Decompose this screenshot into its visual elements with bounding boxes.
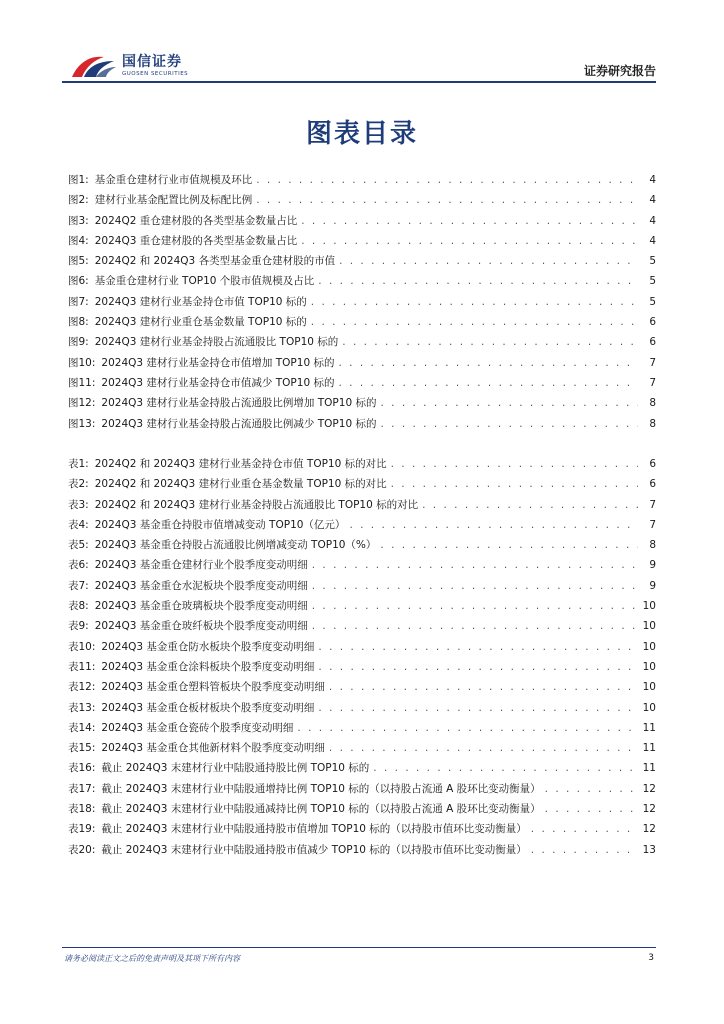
toc-entry-page: 4 [649,234,656,247]
toc-entry-label: 表3: [68,498,89,511]
toc-leader-dots [391,478,638,490]
toc-leader-dots [339,255,638,267]
table-toc-entry[interactable] [68,598,656,618]
toc-leader-dots [531,844,638,856]
figure-toc-entry[interactable] [68,233,656,253]
toc-entry-title: 2024Q3 建材行业基金持仓市值减少 TOP10 标的 [101,376,335,389]
toc-entry-title: 2024Q3 建材行业基金持仓市值 TOP10 标的 [94,295,307,308]
figure-toc-entry[interactable] [68,213,656,233]
toc-entry-title: 2024Q2 和 2024Q3 建材行业基金持仓市值 TOP10 标的对比 [94,458,387,470]
toc-entry-title: 截止 2024Q3 末建材行业中陆股通持股市值增加 TOP10 标的（以持股市值环比变动衡量） [101,823,527,836]
toc-entry-page: 12 [642,823,656,836]
toc-entry-title: 2024Q3 基金重仓塑料管板块个股季度变动明细 [101,681,325,694]
toc-entry-page: 4 [649,174,656,186]
toc-leader-dots [380,539,638,551]
company-logo [70,50,188,82]
toc-entry-label: 图5: [68,255,89,268]
toc-leader-dots [312,620,638,632]
toc-entry-page: 10 [642,701,656,714]
toc-entry-title: 2024Q3 基金重仓防水板块个股季度变动明细 [101,640,315,653]
toc-entry-title: 2024Q3 建材行业基金持股占流通股比 TOP10 标的 [94,336,339,349]
toc-entry-page: 8 [649,417,656,430]
page-title: 图表目录 [305,119,418,149]
toc-leader-dots [312,580,638,592]
toc-entry-label: 表6: [68,559,89,572]
toc-entry-title: 2024Q3 基金重仓水泥板块个股季度变动明细 [94,579,308,592]
toc-entry-title: 2024Q3 建材行业基金持股占流通股比例减少 TOP10 标的 [101,417,377,430]
toc-entry-label: 图12: [68,397,96,410]
toc-leader-dots [256,174,638,186]
toc-entry-label: 表16: [68,762,96,775]
toc-entry-title: 2024Q3 基金重仓涂料板块个股季度变动明细 [101,660,315,673]
table-toc-entry[interactable] [68,760,656,780]
table-toc-entry[interactable] [68,578,656,598]
figure-toc-entry[interactable] [68,314,656,334]
toc-entry-title: 基金重仓建材行业 TOP10 个股市值规模及占比 [94,275,315,288]
toc-entry-page: 4 [649,214,656,227]
toc-leader-dots [256,194,638,206]
toc-entry-label: 表9: [68,620,89,633]
toc-entry-page: 11 [642,762,656,775]
toc-entry-title: 截止 2024Q3 末建材行业中陆股通持股比例 TOP10 标的 [101,762,370,775]
toc-entry-label: 图2: [68,194,89,207]
toc-leader-dots [301,235,638,247]
table-toc-entry[interactable] [68,537,656,557]
toc-entry-page: 10 [642,620,656,633]
toc-entry-title: 2024Q3 基金重仓玻璃板块个股季度变动明细 [94,600,308,613]
table-toc-entry[interactable] [68,700,656,720]
toc-entry-label: 表2: [68,478,89,491]
toc-entry-label: 表18: [68,803,96,816]
figure-toc-entry[interactable] [68,355,656,375]
toc-entry-page: 5 [649,275,656,288]
toc-entry-page: 5 [649,295,656,308]
toc-entry-page: 9 [649,559,656,572]
toc-entry-page: 7 [649,518,656,531]
toc-entry-label: 图8: [68,316,89,329]
toc-entry-label: 图9: [68,336,89,349]
table-toc-entry[interactable] [68,517,656,537]
toc-entry-title: 2024Q2 和 2024Q3 建材行业基金持股占流通股比 TOP10 标的对比 [94,498,419,511]
page-header [62,48,656,82]
toc-entry-title: 2024Q2 重仓建材股的各类型基金数量占比 [94,214,298,227]
toc-entry-label: 表10: [68,640,96,653]
toc-entry-page: 12 [642,803,656,816]
toc-leader-dots [422,499,638,511]
footer-divider [62,947,656,948]
toc-entry-title: 2024Q3 基金重仓玻纤板块个股季度变动明细 [94,620,308,633]
toc-entry-label: 图3: [68,214,89,227]
toc-leader-dots [373,762,638,774]
footer-disclaimer: 请务必阅读正文之后的免责声明及其项下所有内容 [64,954,240,963]
toc-entry-label: 图4: [68,234,89,247]
figure-list [68,172,656,436]
toc-entry-label: 图13: [68,417,96,430]
toc-entry-page: 9 [649,579,656,592]
toc-entry-page: 4 [649,194,656,207]
toc-entry-title: 2024Q3 基金重仓持股占流通股比例增减变动 TOP10（%） [94,539,377,552]
figure-toc-entry[interactable] [68,273,656,293]
table-toc-entry[interactable] [68,821,656,841]
figure-toc-entry[interactable] [68,416,656,436]
toc-entry-page: 11 [642,721,656,734]
figure-toc-entry[interactable] [68,253,656,273]
table-toc-entry[interactable] [68,740,656,760]
toc-entry-label: 表12: [68,681,96,694]
toc-entry-label: 图7: [68,295,89,308]
table-toc-entry[interactable] [68,497,656,517]
toc-leader-dots [329,742,638,754]
figure-toc-entry[interactable] [68,172,656,192]
toc-entry-label: 表1: [68,458,89,470]
figure-toc-entry[interactable] [68,192,656,212]
toc-entry-label: 图10: [68,356,96,369]
toc-entry-label: 表20: [68,843,96,856]
toc-entry-label: 表19: [68,823,96,836]
figure-toc-entry[interactable] [68,334,656,354]
toc-entry-page: 7 [649,498,656,511]
toc-entry-page: 5 [649,255,656,268]
table-toc-entry[interactable] [68,456,656,476]
table-toc-entry[interactable] [68,801,656,821]
toc-entry-title: 2024Q3 基金重仓持股市值增减变动 TOP10（亿元） [94,518,346,531]
toc-entry-title: 2024Q3 基金重仓板材板块个股季度变动明细 [101,701,315,714]
logo-name-cn: 国信证券 [122,54,182,70]
toc-entry-title: 2024Q3 基金重仓建材行业个股季度变动明细 [94,559,308,572]
toc-entry-label: 表11: [68,660,96,673]
table-toc-entry[interactable] [68,476,656,496]
table-toc-entry[interactable] [68,720,656,740]
toc-leader-dots [312,600,638,612]
toc-entry-title: 截止 2024Q3 末建材行业中陆股通增持比例 TOP10 标的（以持股占流通 A 股环比变动衡量） [101,782,541,795]
toc-entry-page: 12 [642,782,656,795]
toc-entry-title: 截止 2024Q3 末建材行业中陆股通持股市值减少 TOP10 标的（以持股市值环比变动衡量） [101,843,527,856]
toc-leader-dots [318,702,638,714]
toc-entry-title: 2024Q3 建材行业基金持仓市值增加 TOP10 标的 [101,356,335,369]
toc-entry-title: 2024Q3 建材行业重仓基金数量 TOP10 标的 [94,316,307,329]
toc-entry-label: 表8: [68,600,89,613]
toc-entry-page: 13 [642,843,656,856]
toc-leader-dots [318,641,638,653]
toc-entry-page: 8 [649,397,656,410]
table-toc-entry[interactable] [68,618,656,638]
logo-name-en: GUOSEN SECURITIES [122,71,189,77]
table-toc-entry[interactable] [68,659,656,679]
toc-entry-label: 表7: [68,579,89,592]
toc-entry-page: 6 [649,316,656,329]
toc-entry-title: 2024Q3 基金重仓瓷砖个股季度变动明细 [101,721,294,734]
toc-entry-label: 表5: [68,539,89,552]
toc-leader-dots [531,823,638,835]
toc-entry-page: 10 [642,640,656,653]
toc-entry-label: 图11: [68,376,96,389]
table-toc-entry[interactable] [68,842,656,862]
toc-leader-dots [312,559,638,571]
toc-entry-page: 6 [649,458,656,470]
table-list [68,456,656,862]
table-toc-entry[interactable] [68,781,656,801]
toc-leader-dots [545,803,638,815]
table-toc-entry[interactable] [68,557,656,577]
toc-leader-dots [311,296,638,308]
toc-entry-page: 8 [649,539,656,552]
report-type-label: 证券研究报告 [583,64,656,78]
toc-entry-label: 图6: [68,275,89,288]
toc-leader-dots [380,397,638,409]
toc-entry-label: 表14: [68,721,96,734]
toc-entry-title: 截止 2024Q3 末建材行业中陆股通减持比例 TOP10 标的（以持股占流通 A 股环比变动衡量） [101,803,541,816]
figure-toc-entry[interactable] [68,375,656,395]
toc-entry-title: 2024Q2 和 2024Q3 建材行业重仓基金数量 TOP10 标的对比 [94,478,387,491]
toc-leader-dots [301,215,638,227]
toc-entry-title: 基金重仓建材行业市值规模及环比 [94,174,253,186]
toc-leader-dots [391,458,638,470]
toc-leader-dots [338,357,638,369]
toc-leader-dots [380,418,638,430]
toc-leader-dots [545,783,638,795]
toc-entry-page: 10 [642,660,656,673]
figure-toc-entry[interactable] [68,294,656,314]
header-divider [62,81,656,83]
toc-leader-dots [329,681,638,693]
toc-entry-label: 图1: [68,174,89,186]
toc-entry-page: 7 [649,356,656,369]
toc-leader-dots [349,519,638,531]
toc-entry-page: 10 [642,681,656,694]
toc-entry-title: 2024Q2 和 2024Q3 各类型基金重仓建材股的市值 [94,255,336,268]
toc-entry-label: 表15: [68,742,96,755]
toc-entry-label: 表17: [68,782,96,795]
table-toc-entry[interactable] [68,639,656,659]
toc-entry-page: 6 [649,478,656,491]
toc-leader-dots [342,336,638,348]
toc-entry-title: 2024Q3 基金重仓其他新材料个股季度变动明细 [101,742,325,755]
toc-leader-dots [318,661,638,673]
page-number: 3 [648,953,654,963]
toc-entry-label: 表4: [68,518,89,531]
guosen-logo-icon [70,51,118,81]
toc-leader-dots [318,275,638,287]
toc-leader-dots [311,316,638,328]
toc-leader-dots [297,722,638,734]
toc-entry-title: 2024Q3 重仓建材股的各类型基金数量占比 [94,234,298,247]
toc-entry-title: 建材行业基金配置比例及标配比例 [94,194,253,207]
toc-leader-dots [338,377,638,389]
toc-entry-page: 7 [649,376,656,389]
toc-entry-page: 10 [642,600,656,613]
toc-entry-label: 表13: [68,701,96,714]
table-toc-entry[interactable] [68,679,656,699]
toc-entry-page: 11 [642,742,656,755]
toc-entry-title: 2024Q3 建材行业基金持股占流通股比例增加 TOP10 标的 [101,397,377,410]
figure-toc-entry[interactable] [68,395,656,415]
toc-entry-page: 6 [649,336,656,349]
